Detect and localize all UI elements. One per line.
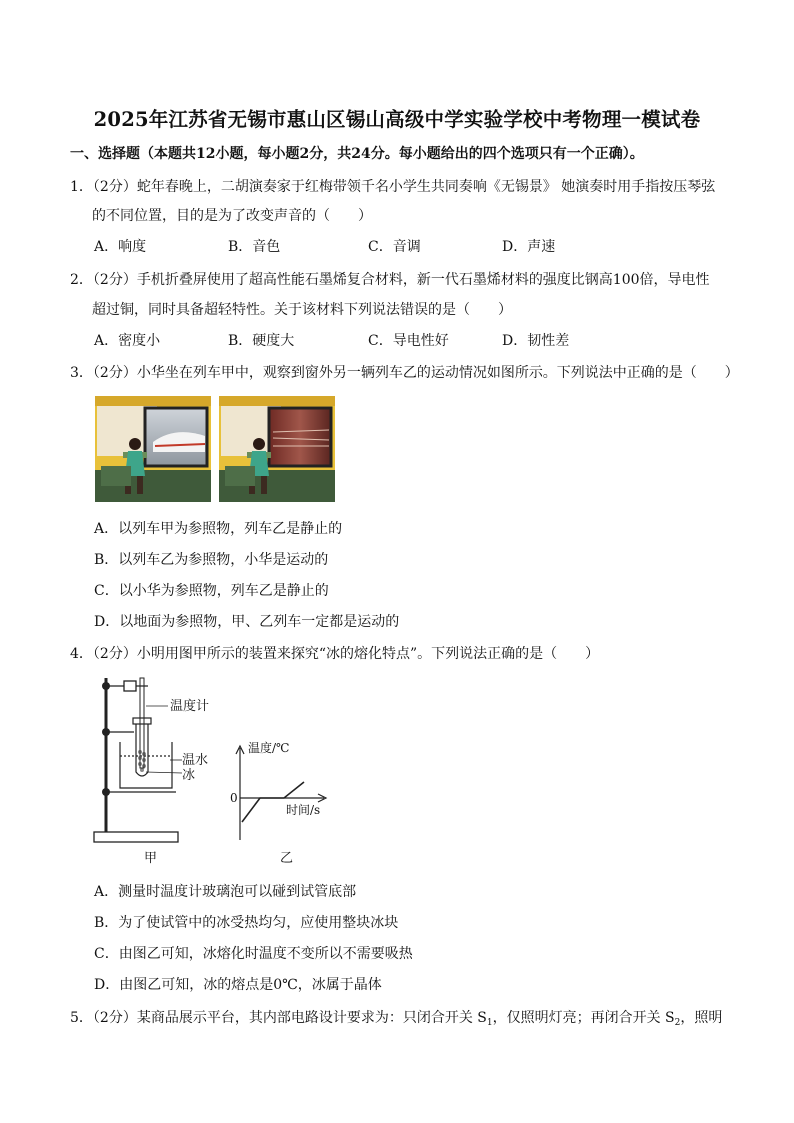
label-warm-water: 温水 [182, 753, 209, 768]
question-5-text-part3: ，照明 [680, 1010, 723, 1026]
question-5-text-part2: ，仅照明灯亮；再闭合开关 S [492, 1010, 675, 1026]
question-3-option-a: A．以列车甲为参照物，列车乙是静止的 [94, 521, 343, 537]
question-2-option-b: B．硬度大 [228, 333, 295, 349]
question-1-text: 1．（2分）蛇年春晚上，二胡演奏家于红梅带领千名小学生共同奏响《无锡景》 她演奏时用手指按压琴弦 [70, 179, 716, 195]
question-2-text: 2．（2分）手机折叠屏使用了超高性能石墨烯复合材料，新一代石墨烯材料的强度比钢高100倍，导电性 [70, 272, 710, 288]
train-panel-right [219, 396, 335, 502]
graph-y-axis-label: 温度/℃ [248, 741, 290, 755]
question-2-option-a: A．密度小 [94, 333, 161, 349]
question-3-option-b: B．以列车乙为参照物，小华是运动的 [94, 552, 329, 568]
question-1-option-d: D．声速 [502, 239, 556, 255]
question-5-text-part1: 5．（2分）某商品展示平台，其内部电路设计要求为：只闭合开关 S [70, 1010, 487, 1026]
question-3-option-c: C．以小华为参照物，列车乙是静止的 [94, 583, 329, 599]
train-panel-left [95, 396, 211, 502]
temperature-time-graph [236, 746, 326, 840]
question-2-option-d: D．韧性差 [502, 333, 570, 349]
ice-melting-figure [90, 672, 350, 872]
label-figure-jia: 甲 [144, 851, 158, 866]
label-ice: 冰 [182, 768, 196, 783]
beaker [120, 742, 172, 788]
question-2-option-c: C．导电性好 [368, 333, 449, 349]
question-4-option-c: C．由图乙可知，冰熔化时温度不变所以不需要吸热 [94, 946, 413, 962]
label-thermometer: 温度计 [170, 699, 210, 714]
ice-pieces [138, 750, 146, 772]
question-1-option-b: B．音色 [228, 239, 281, 255]
question-4-option-d: D．由图乙可知，冰的熔点是0℃，冰属于晶体 [94, 977, 382, 993]
question-1-option-a: A．响度 [94, 239, 147, 255]
subscript-2: 2 [674, 1018, 681, 1028]
graph-origin-label: 0 [230, 791, 238, 805]
question-1-option-c: C．音调 [368, 239, 421, 255]
test-tube [133, 718, 151, 776]
question-1-text-cont: 的不同位置，目的是为了改变声音的（ ） [92, 208, 372, 224]
subscript-1: 1 [486, 1018, 493, 1028]
graph-x-axis-label: 时间/s [286, 803, 321, 817]
question-2-text-cont: 超过铜，同时具备超轻特性。关于该材料下列说法错误的是（ ） [92, 302, 512, 318]
question-4-text: 4．（2分）小明用图甲所示的装置来探究“冰的熔化特点”。下列说法正确的是（ ） [70, 646, 600, 662]
question-4-option-b: B．为了使试管中的冰受热均匀，应使用整块冰块 [94, 915, 399, 931]
section-heading: 一、选择题（本题共12小题，每小题2分，共24分。每小题给出的四个选项只有一个正确）。 [70, 146, 644, 162]
question-4-option-a: A．测量时温度计玻璃泡可以碰到试管底部 [94, 884, 357, 900]
page-title: 2025年江苏省无锡市惠山区锡山高级中学实验学校中考物理一模试卷 [93, 108, 701, 131]
train-window-figure [95, 396, 339, 506]
question-5-text [70, 1007, 722, 1028]
question-3-text: 3．（2分）小华坐在列车甲中，观察到窗外另一辆列车乙的运动情况如图所示。下列说法中正确的是（ ） [70, 365, 739, 381]
question-3-option-d: D．以地面为参照物，甲、乙列车一定都是运动的 [94, 614, 400, 630]
label-figure-yi: 乙 [280, 851, 294, 866]
